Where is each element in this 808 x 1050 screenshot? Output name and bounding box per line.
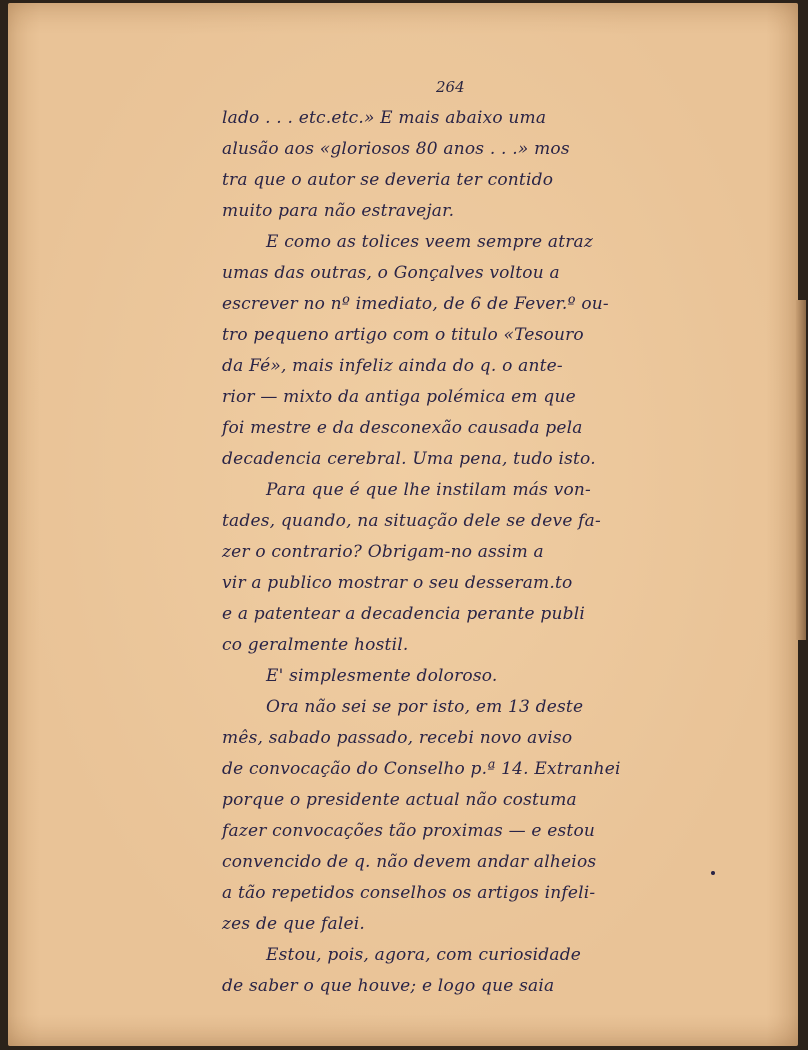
text-line-28: Estou, pois, agora, com curiosidade [266,945,582,965]
text-line-22: de convocação do Conselho p.ª 14. Extranhei [222,759,621,779]
text-line-3: tra que o autor se deveria ter contido [222,170,554,190]
text-line-19: E' simplesmente doloroso. [266,666,498,686]
text-line-5: E como as tolices veem sempre atraz [266,232,594,252]
text-line-17: e a patentear a decadencia perante publi [222,604,585,624]
handwritten-text-block [222,103,704,1002]
text-line-6: umas das outras, o Gonçalves voltou a [222,263,560,283]
text-line-4: muito para não estravejar. [222,201,455,221]
page-edge [796,300,806,640]
ink-dot [711,871,715,875]
text-line-7: escrever no nº imediato, de 6 de Fever.º ou- [222,294,609,314]
text-line-8: tro pequeno artigo com o titulo «Tesouro [222,325,584,345]
text-line-11: foi mestre e da desconexão causada pela [222,418,583,438]
text-line-27: zes de que falei. [222,914,365,934]
text-line-24: fazer convocações tão proximas — e estou [222,821,596,841]
text-line-20: Ora não sei se por isto, em 13 deste [266,697,584,717]
text-line-15: zer o contrario? Obrigam-no assim a [222,542,544,562]
text-line-14: tades, quando, na situação dele se deve fa- [222,511,601,531]
text-line-26: a tão repetidos conselhos os artigos infeli- [222,883,596,903]
text-line-2: alusão aos «gloriosos 80 anos . . .» mos [222,139,570,159]
text-line-9: da Fé», mais infeliz ainda do q. o ante- [222,356,563,376]
text-line-18: co geralmente hostil. [222,635,409,655]
text-line-1: lado . . . etc.etc.» E mais abaixo uma [222,108,547,128]
text-line-10: rior — mixto da antiga polémica em que [222,387,576,407]
text-line-16: vir a publico mostrar o seu desseram.to [222,573,573,593]
text-line-29: de saber o que houve; e logo que saia [222,976,555,996]
page-number: 264 [436,78,465,96]
text-line-13: Para que é que lhe instilam más von- [266,480,591,500]
text-line-23: porque o presidente actual não costuma [222,790,577,810]
text-line-25: convencido de q. não devem andar alheios [222,852,597,872]
text-line-21: mês, sabado passado, recebi novo aviso [222,728,573,748]
text-line-12: decadencia cerebral. Uma pena, tudo isto. [222,449,596,469]
